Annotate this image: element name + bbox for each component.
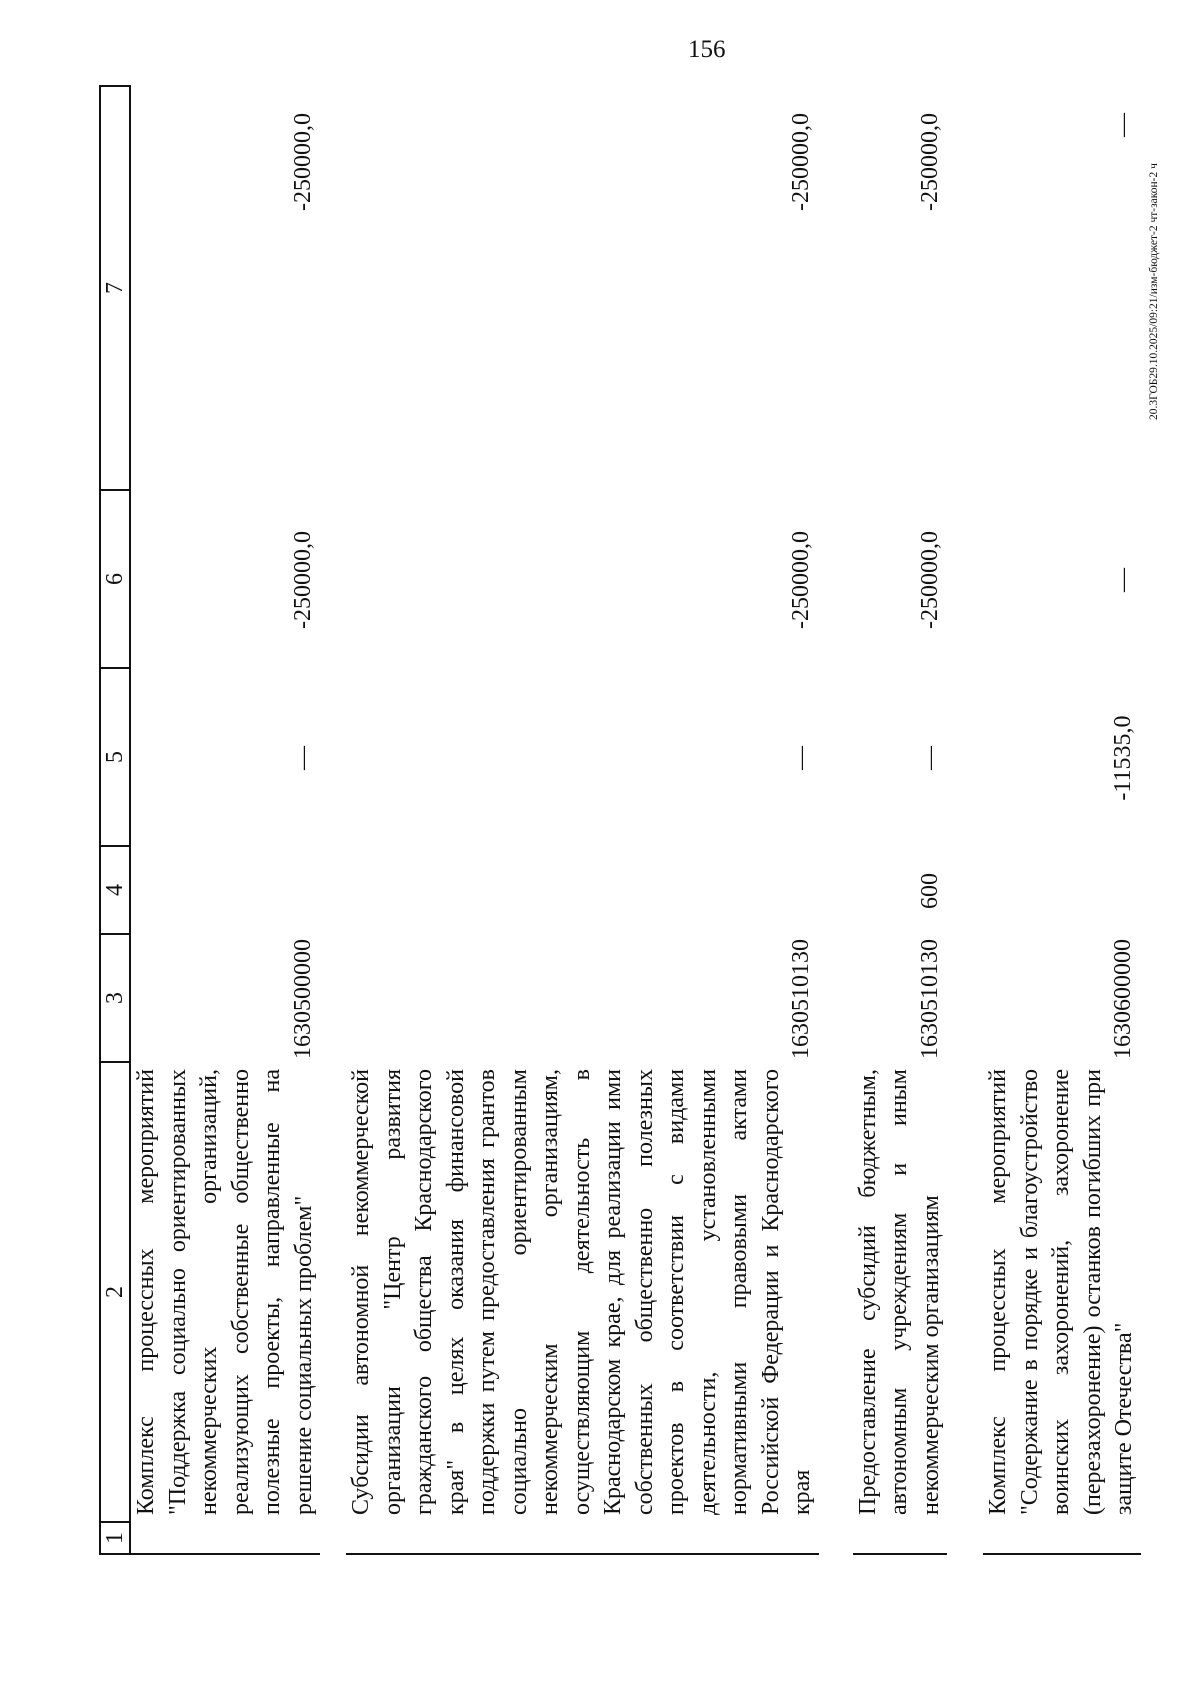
column-header-6: 6 [99,491,131,669]
column-header-5: 5 [99,669,131,847]
column-header-3: 3 [99,935,131,1063]
cell-description: Предоставление субсидий бюджетным, автономным учреждениям и иным некоммерческим организациям [854,1069,944,1515]
cell-amount-col7: -250000,0 [788,113,814,211]
cell-expense-type: 600 [916,873,943,909]
cell-description: Комплекс процессных мероприятий "Поддержка социально ориентированных некоммерческих организаций, реализующих собственные общественно полезные проекты, направленные на решение социальных проблем" [133,1069,317,1515]
cell-expense-type [346,847,819,935]
cell-code: 1630500000 [289,939,316,1059]
cell-amount-col7: -250000,0 [916,113,943,211]
document-footer-code: 20.3ГОБ29.10.2025/09:21/изм-бюджет-2 чт-закон-2 ч [1148,163,1160,420]
table-left-border [983,1523,1141,1555]
table-row [346,85,819,1555]
cell-code: 1630600000 [1110,939,1136,1059]
cell-amount-col6: -250000,0 [788,531,814,629]
cell-expense-type [983,847,1141,935]
cell-code: 1630510130 [916,939,943,1059]
table-header [99,85,131,1555]
cell-code: 1630510130 [788,939,814,1059]
cell-expense-type [131,847,320,935]
table-body [131,85,1141,1555]
cell-description: Комплекс процессных мероприятий "Содержание в порядке и благоустройство воинских захоронений, захоронение (перезахоронение) останков погибших при защите Отечества" [985,1069,1137,1515]
cell-amount-col5: — [289,746,316,770]
table-row [983,85,1141,1555]
cell-amount-col6: -250000,0 [289,531,316,629]
cell-amount-col5: — [788,746,814,770]
table-left-border [131,1523,320,1555]
column-header-2: 2 [99,1063,131,1523]
table-left-border [853,1523,948,1555]
cell-amount-col5: -11535,0 [1110,715,1136,801]
cell-description: Субсидии автономной некоммерческой организации "Центр развития гражданского общества Краснодарского края" в целях оказания финансовой поддержки путем предоставления грантов социально ориентированным некоммерческим организациям, осуществляющим деятельность в Краснодарском крае, для реализации ими собственных общественно полезных проектов в соответствии с видами деятельности, установленными нормативными правовыми актами Российской Федерации и Краснодарского края [348,1069,815,1515]
cell-amount-col5: — [916,746,943,770]
cell-amount-col7: -250000,0 [289,113,316,211]
cell-amount-col7: — [1110,113,1136,137]
table-row [853,85,948,1555]
cell-amount-col6: — [1110,568,1136,592]
table-left-border [346,1523,819,1555]
page-number: 156 [688,36,726,63]
column-header-7: 7 [99,85,131,491]
column-header-4: 4 [99,847,131,935]
rotated-page-content [99,85,1137,1555]
cell-amount-col6: -250000,0 [916,531,943,629]
table-row [131,85,320,1555]
column-header-1: 1 [99,1523,131,1555]
